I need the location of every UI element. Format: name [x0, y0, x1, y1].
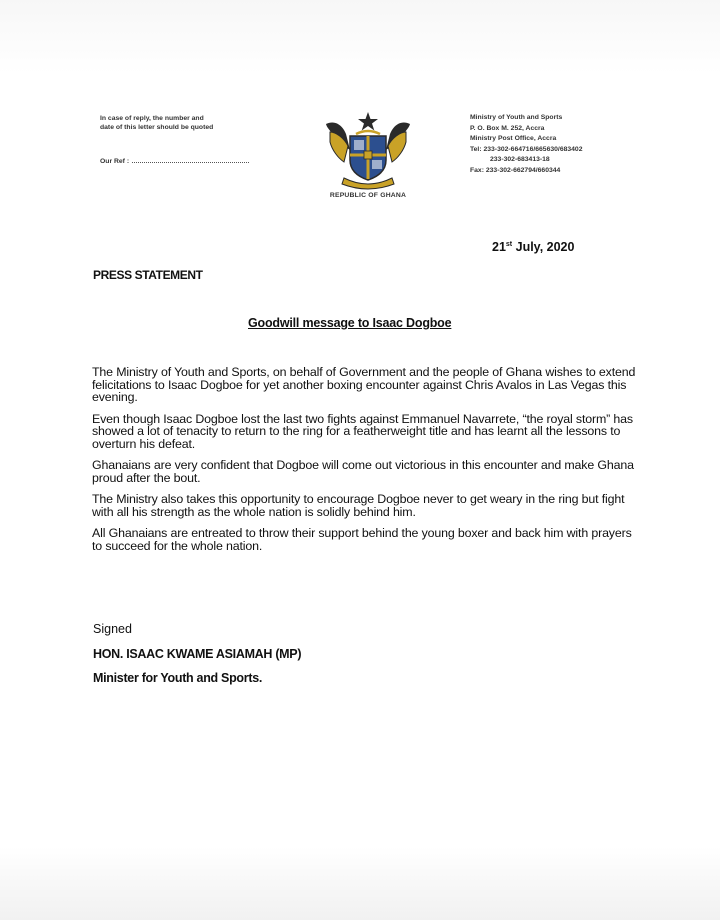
ghana-coat-of-arms-icon [322, 110, 414, 190]
our-ref-dotted-line [132, 156, 249, 163]
date-month-year: July, 2020 [515, 240, 575, 254]
paragraph: Even though Isaac Dogboe lost the last two fights against Emmanuel Navarrete, “the royal storm” has showed a lot of tenacity to return to the ring for a featherweight title and has learnt all the lessons to overturn his defeat. [92, 411, 633, 451]
letter-date [492, 240, 574, 254]
date-day: 21 [492, 240, 506, 254]
press-statement-heading: PRESS STATEMENT [93, 268, 203, 282]
telephone-line-1: Tel: 233-302-664716/665630/683402 [470, 145, 583, 153]
statement-body [92, 366, 644, 561]
signed-label: Signed [93, 622, 132, 636]
post-office: Ministry Post Office, Accra [470, 135, 557, 142]
date-suffix: st [505, 240, 513, 248]
po-box: P. O. Box M. 252, Accra [470, 124, 545, 132]
paragraph: All Ghanaians are entreated to throw their support behind the young boxer and back him with prayers to succeed for the whole nation. [92, 526, 632, 553]
paragraph: Ghanaians are very confident that Dogboe will come out victorious in this encounter and make Ghana proud after the bout. [92, 458, 634, 485]
our-ref-label: Our Ref : [100, 158, 130, 165]
fax-number: Fax: 233-302-662794/660344 [470, 166, 561, 174]
signature-block [93, 617, 301, 691]
paragraph: The Ministry of Youth and Sports, on behalf of Government and the people of Ghana wishes to extend felicitations to Isaac Dogboe for yet another boxing encounter against Chris Avalos in Las Vegas this evening. [92, 365, 636, 404]
ministry-address [470, 113, 660, 176]
crest-caption: REPUBLIC OF GHANA [329, 192, 407, 199]
reply-notice [100, 114, 270, 166]
reply-notice-line-1: In case of reply, the number and [100, 115, 204, 122]
subject-heading: Goodwill message to Isaac Dogboe [248, 316, 452, 330]
reply-notice-line-2: date of this letter should be quoted [100, 124, 214, 131]
our-ref [100, 156, 270, 166]
ministry-name: Ministry of Youth and Sports [470, 114, 563, 121]
telephone-line-2: 233-302-683413-18 [490, 156, 550, 163]
paragraph: The Ministry also takes this opportunity to encourage Dogboe never to get weary in the ring but fight with all his strength as the whole nation is solidly behind him. [92, 492, 625, 519]
signatory-name: HON. ISAAC KWAME ASIAMAH (MP) [93, 646, 302, 661]
signatory-title: Minister for Youth and Sports. [93, 671, 263, 685]
